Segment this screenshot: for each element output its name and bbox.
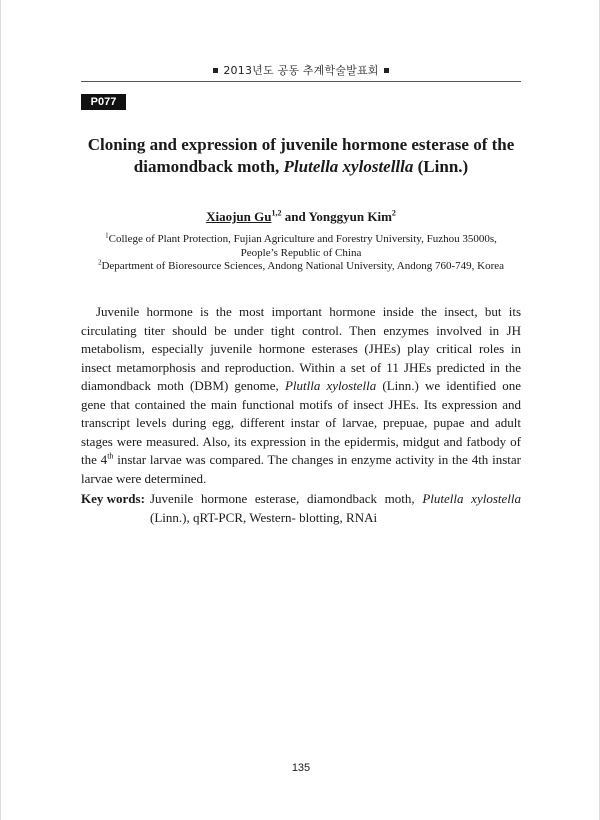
keywords-species: Plutella xylostella [422,491,521,506]
abstract-superscript: th [107,451,114,461]
title-suffix: (Linn.) [413,157,469,176]
bullet-square-icon [384,68,389,73]
keywords-part-2: (Linn.), qRT-PCR, Western- blotting, RNAi [150,510,378,525]
title-line-2 [81,156,521,178]
keywords-text [150,489,521,527]
affiliation-2 [81,259,521,273]
running-head-text: 2013년도 공동 추계학술발표회 [223,64,379,77]
page-number: 135 [291,762,311,774]
author-list [81,209,521,225]
keywords-part-1: Juvenile hormone esterase, diamondback moth, [150,491,423,506]
poster-id-badge: P077 [81,94,126,110]
author-second-affil: 2 [391,208,396,218]
title-line-1: Cloning and expression of juvenile hormone esterase of the [87,135,515,154]
affiliation-1-number: 1 [105,231,109,240]
keywords-label: Key words: [81,491,145,506]
running-head [1,62,600,78]
header-rule [81,81,521,82]
abstract-part-1: Juvenile hormone is the most important hormone inside the insect, but its circulating titer should be under tight control. Then enzymes involved in JH metabolism, especially juvenile hormone esterases (JHEs) play critical roles in insect metamorphosis and reproduction. Within a set of 11 JHEs predicted in the diamondback moth (DBM) genome, [81,304,521,393]
author-connector: and [281,209,309,224]
bullet-square-icon [213,68,218,73]
abstract-body [81,303,521,488]
paper-title [81,134,521,178]
affiliation-1 [81,232,521,260]
title-prefix: diamondback moth, [133,157,284,176]
affiliation-1-line-2: People’s Republic of China [240,247,362,259]
author-second: Yonggyun Kim [308,209,392,224]
affiliation-1-line-1 [81,232,521,246]
affiliation-2-number: 2 [97,258,102,267]
author-first: Xiaojun Gu [206,209,272,224]
title-species: Plutella xylostellla [283,157,414,176]
abstract-part-2: (Linn.) we identified one gene that contained the main functional motifs of insect JHEs. Its expression and transcript levels during egg, different instar of larvae, prepuae, pupae and adult stages were measured. Also, its expression in the epidermis, midgut and fatbody of the 4 [81,378,521,467]
abstract-species: Plutlla xylostella [284,378,377,393]
affiliation-2-text: Department of Bioresource Sciences, Andong National University, Andong 760-749, Korea [101,260,505,272]
abstract-part-3: instar larvae was compared. The changes in enzyme activity in the 4th instar larvae were determined. [81,452,521,486]
affiliation-1-text: College of Plant Protection, Fujian Agriculture and Forestry University, Fuzhou 35000s, [108,233,497,245]
author-first-affil: 1,2 [271,208,282,218]
